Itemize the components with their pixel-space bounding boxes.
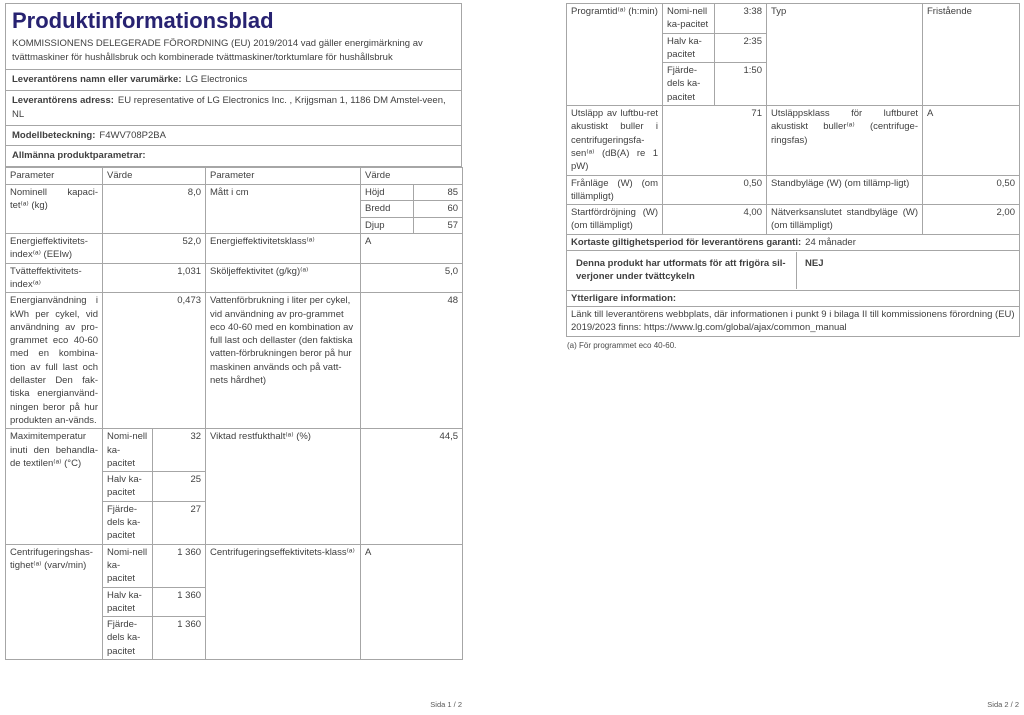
section-heading-row bbox=[6, 146, 461, 167]
supplier-address-label: Leverantörens adress: bbox=[12, 95, 114, 107]
model-label: Modellbeteckning: bbox=[12, 129, 96, 141]
page-2 bbox=[566, 3, 1019, 350]
value-cell: 4,00 bbox=[663, 205, 767, 235]
sub-label-cell: Fjärde-dels ka-pacitet bbox=[663, 63, 715, 106]
sub-label-cell: Höjd bbox=[361, 185, 414, 201]
more-info-heading: Ytterligare information: bbox=[567, 290, 1020, 306]
supplier-address-row bbox=[6, 91, 461, 126]
param-cell: Frånläge (W) (om tillämpligt) bbox=[567, 175, 663, 205]
sub-label-cell: Nomi-nell ka-pacitet bbox=[663, 4, 715, 34]
sub-value-cell: 57 bbox=[414, 217, 463, 233]
param-cell: Standbyläge (W) (om tillämp-ligt) bbox=[767, 175, 923, 205]
table-row bbox=[6, 429, 463, 472]
table-row bbox=[6, 234, 463, 264]
param-cell: Maximitemperatur inuti den behandla-de textilen⁽ᵃ⁾ (°C) bbox=[6, 429, 103, 544]
silver-ions-label: Denna produkt har utformats för att frigöra sil-verjoner under tvättcykeln bbox=[571, 252, 797, 289]
value-cell: 0,50 bbox=[923, 175, 1020, 205]
param-cell: Utsläpp av luftbu-ret akustiskt buller i centrifugeringsfa-sen⁽ᵃ⁾ (dB(A) re 1 pW) bbox=[567, 106, 663, 175]
sub-value-cell: 25 bbox=[153, 472, 206, 502]
param-cell: Vattenförbrukning i liter per cykel, vid användning av pro-grammet eco 40-60 med en kombination av full last och dellaster (den faktiska vatten-förbrukningen beror på hur maskinen används och på vatt-nets hårdhet) bbox=[206, 293, 361, 429]
value-cell: 2,00 bbox=[923, 205, 1020, 235]
section-heading: Allmänna produktparametrar: bbox=[12, 150, 146, 162]
param-cell: Energieffektivitets-index⁽ᵃ⁾ (EEIᴡ) bbox=[6, 234, 103, 264]
value-cell: 52,0 bbox=[103, 234, 206, 264]
supplier-link-url[interactable]: https://www.lg.com/global/ajax/common_manual bbox=[643, 322, 847, 334]
value-cell: 1,031 bbox=[103, 263, 206, 293]
param-cell: Energianvändning i kWh per cykel, vid användning av pro-grammet eco 40-60 med en kombina-tion av full last och dellaster Den fak-tiska energianvänd-ningen beror på hur produkten an-vänds. bbox=[6, 293, 103, 429]
sub-value-cell: 1 360 bbox=[153, 544, 206, 587]
table-row bbox=[6, 544, 463, 587]
title-block bbox=[6, 4, 461, 70]
table-row bbox=[6, 293, 463, 429]
model-value: F4WV708P2BA bbox=[99, 129, 166, 141]
page-title: Produktinformationsblad bbox=[12, 8, 274, 33]
table-row bbox=[6, 263, 463, 293]
supplier-name-value: LG Electronics bbox=[185, 74, 248, 86]
table-header-cell: Värde bbox=[361, 168, 463, 185]
param-cell: Nätverksanslutet standbyläge (W) (om tillämpligt) bbox=[767, 205, 923, 235]
supplier-address-value: EU representative of LG Electronics Inc. , Krijgsman 1, 1186 DM Amstel-veen, NL bbox=[12, 95, 446, 120]
sub-value-cell: 27 bbox=[153, 501, 206, 544]
param-cell: Tvätteffektivitets-index⁽ᵃ⁾ bbox=[6, 263, 103, 293]
value-cell: A bbox=[361, 544, 463, 659]
sub-label-cell: Djup bbox=[361, 217, 414, 233]
value-cell: Fristående bbox=[923, 4, 1020, 106]
sub-label-cell: Fjärde-dels ka-pacitet bbox=[103, 617, 153, 660]
sub-label-cell: Halv ka-pacitet bbox=[103, 587, 153, 617]
value-cell: 48 bbox=[361, 293, 463, 429]
page-1-footer: Sida 1 / 2 bbox=[430, 700, 462, 709]
warranty-value: 24 månader bbox=[805, 236, 856, 248]
document-header bbox=[5, 3, 462, 167]
param-cell: Sköljeffektivitet (g/kg)⁽ᵃ⁾ bbox=[206, 263, 361, 293]
param-cell: Typ bbox=[767, 4, 923, 106]
table-header-row bbox=[6, 168, 463, 185]
param-cell: Mått i cm bbox=[206, 185, 361, 234]
sub-value-cell: 60 bbox=[414, 201, 463, 217]
sub-value-cell: 32 bbox=[153, 429, 206, 472]
table-row bbox=[567, 306, 1020, 336]
page-2-footer: Sida 2 / 2 bbox=[987, 700, 1019, 709]
warranty-row bbox=[567, 234, 1020, 250]
param-cell: Centrifugeringshas-tighet⁽ᵃ⁾ (varv/min) bbox=[6, 544, 103, 659]
warranty-label: Kortaste giltighetsperiod för leverantörens garanti: bbox=[571, 236, 802, 248]
sub-value-cell: 1:50 bbox=[715, 63, 767, 106]
table-row bbox=[567, 234, 1020, 250]
param-cell: Centrifugeringseffektivitets-klass⁽ᵃ⁾ bbox=[206, 544, 361, 659]
table-header-cell: Värde bbox=[103, 168, 206, 185]
general-parameters-table bbox=[5, 167, 463, 660]
table-row bbox=[567, 290, 1020, 306]
value-cell: A bbox=[361, 234, 463, 264]
param-cell: Startfördröjning (W) (om tillämpligt) bbox=[567, 205, 663, 235]
value-cell: 71 bbox=[663, 106, 767, 175]
param-cell: Nominell kapaci-tet⁽ᵃ⁾ (kg) bbox=[6, 185, 103, 234]
value-cell: 0,473 bbox=[103, 293, 206, 429]
sub-label-cell: Nomi-nell ka-pacitet bbox=[103, 544, 153, 587]
sub-label-cell: Bredd bbox=[361, 201, 414, 217]
supplier-link-text: Länk till leverantörens webbplats, där informationen i punkt 9 i bilaga II till kommissionens förordning (EU) 2019/2023 finns: bbox=[571, 308, 1015, 334]
table-row bbox=[567, 4, 1020, 34]
supplier-link-row bbox=[567, 306, 1020, 336]
value-cell: 5,0 bbox=[361, 263, 463, 293]
sub-value-cell: 1 360 bbox=[153, 587, 206, 617]
sub-value-cell: 2:35 bbox=[715, 33, 767, 63]
supplier-name-row bbox=[6, 70, 461, 91]
sub-value-cell: 1 360 bbox=[153, 617, 206, 660]
table-header-cell: Parameter bbox=[206, 168, 361, 185]
value-cell: 44,5 bbox=[361, 429, 463, 544]
value-cell: 0,50 bbox=[663, 175, 767, 205]
table-row bbox=[567, 175, 1020, 205]
sub-value-cell: 3:38 bbox=[715, 4, 767, 34]
table-row bbox=[567, 205, 1020, 235]
footnote: (a) För programmet eco 40-60. bbox=[567, 340, 677, 350]
param-cell: Energieffektivitetsklass⁽ᵃ⁾ bbox=[206, 234, 361, 264]
param-cell: Viktad restfukthalt⁽ᵃ⁾ (%) bbox=[206, 429, 361, 544]
table-row bbox=[567, 106, 1020, 175]
model-row bbox=[6, 126, 461, 147]
value-cell: 8,0 bbox=[103, 185, 206, 234]
general-parameters-table-continued bbox=[566, 3, 1020, 337]
sub-label-cell: Nomi-nell ka-pacitet bbox=[103, 429, 153, 472]
table-header-cell: Parameter bbox=[6, 168, 103, 185]
table-row bbox=[6, 185, 463, 201]
value-cell: A bbox=[923, 106, 1020, 175]
sub-label-cell: Halv ka-pacitet bbox=[103, 472, 153, 502]
table-row bbox=[567, 251, 1020, 291]
page-1 bbox=[5, 3, 462, 660]
supplier-name-label: Leverantörens namn eller varumärke: bbox=[12, 74, 182, 86]
sub-label-cell: Fjärde-dels ka-pacitet bbox=[103, 501, 153, 544]
silver-ions-row bbox=[567, 251, 1020, 291]
silver-ions-value: NEJ bbox=[805, 258, 824, 270]
sub-label-cell: Halv ka-pacitet bbox=[663, 33, 715, 63]
param-cell: Utsläppsklass för luftburet akustiskt buller⁽ᵃ⁾ (centrifuge-ringsfas) bbox=[767, 106, 923, 175]
regulation-text: KOMMISSIONENS DELEGERADE FÖRORDNING (EU) 2019/2014 vad gäller energimärkning av tvättmaskiner för hushållsbruk och kombinerade tvättmaskiner/torktumlare för hushållsbruk bbox=[12, 38, 423, 63]
param-cell: Programtid⁽ᵃ⁾ (h:min) bbox=[567, 4, 663, 106]
sub-value-cell: 85 bbox=[414, 185, 463, 201]
